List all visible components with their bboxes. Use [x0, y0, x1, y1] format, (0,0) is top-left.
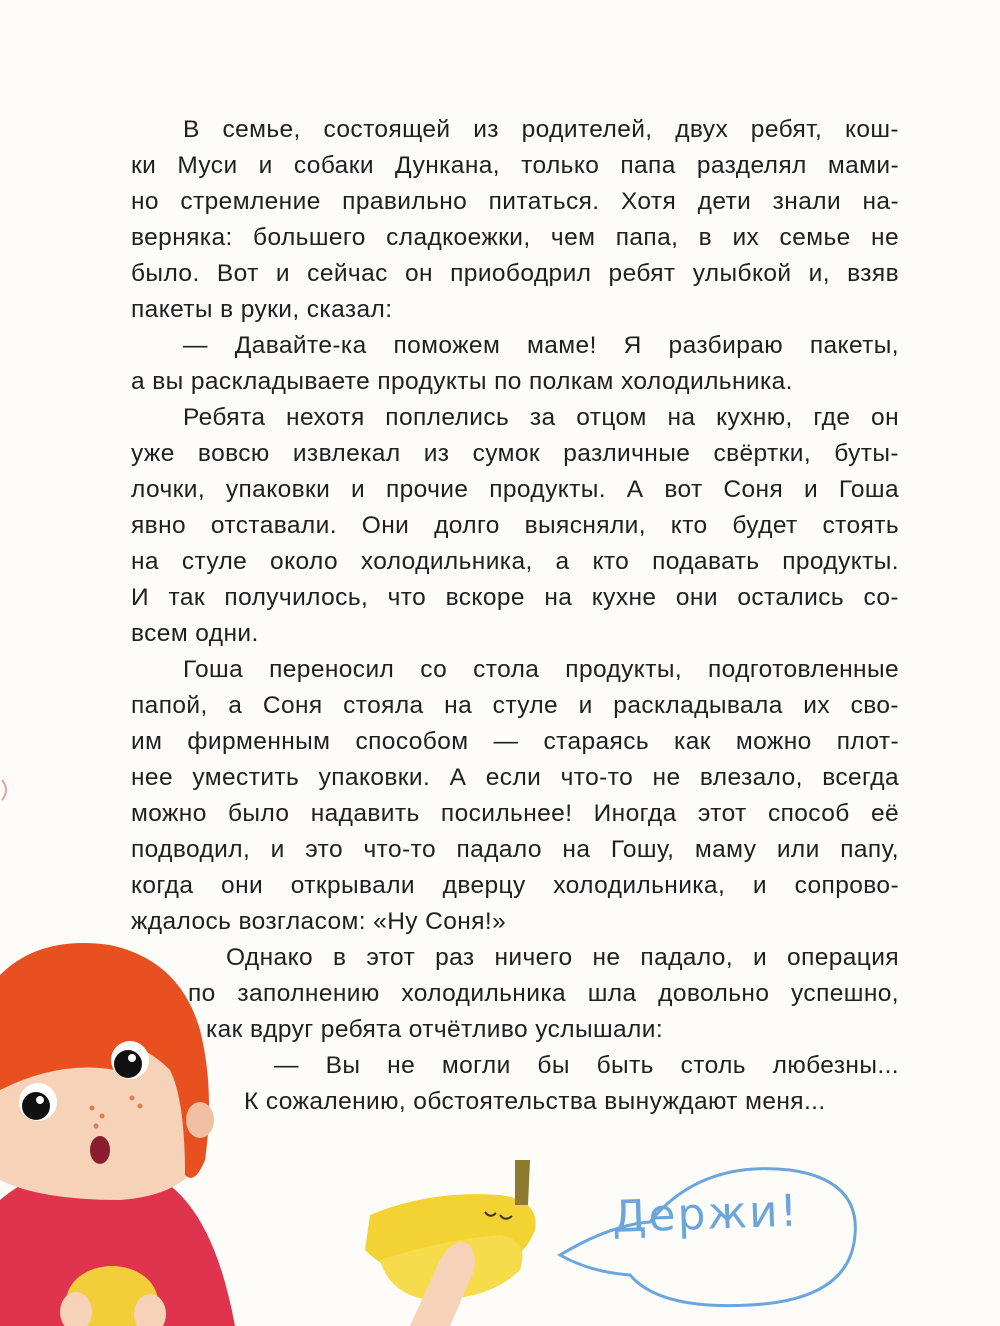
text-line: можно было надавить посильнее! Иногда этот способ её: [131, 800, 899, 827]
text-line: верняка: большего сладкоежки, чем папа, в их семье не: [131, 224, 899, 251]
text-line: уже вовсю извлекал из сумок различные свёртки, буты-: [131, 440, 899, 467]
text-line: явно отставали. Они долго выясняли, кто будет стоять: [131, 512, 899, 539]
text-line: лочки, упаковки и прочие продукты. А вот Соня и Гоша: [131, 476, 899, 503]
text-line: им фирменным способом — стараясь как можно плот-: [131, 728, 899, 755]
text-line: ки Муси и собаки Дункана, только папа разделял мами-: [131, 152, 899, 179]
text-line: Гоша переносил со стола продукты, подготовленные: [183, 656, 899, 683]
banana-illustration: [365, 1160, 536, 1326]
text-line: — Давайте-ка поможем маме! Я разбираю пакеты,: [183, 332, 899, 359]
text-line: Однако в этот раз ничего не падало, и операция: [226, 944, 899, 971]
text-line: по заполнению холодильника шла довольно успешно,: [188, 980, 899, 1007]
text-line: И так получилось, что вскоре на кухне они остались со-: [131, 584, 899, 611]
text-line: К сожалению, обстоятельства вынуждают меня...: [244, 1088, 826, 1115]
text-line: всем одни.: [131, 620, 259, 647]
text-line: а вы раскладываете продукты по полкам холодильника.: [131, 368, 793, 395]
text-line: пакеты в руки, сказал:: [131, 296, 393, 323]
text-line: Ребята нехотя поплелись за отцом на кухню, где он: [183, 404, 899, 431]
text-line: как вдруг ребята отчётливо услышали:: [206, 1016, 664, 1043]
text-line: было. Вот и сейчас он приободрил ребят улыбкой и, взяв: [131, 260, 899, 287]
story-text: [131, 112, 899, 1120]
text-line: ждалось возгласом: «Ну Соня!»: [131, 908, 507, 935]
text-line: папой, а Соня стояла на стуле и раскладывала их сво-: [131, 692, 899, 719]
text-line: В семье, состоящей из родителей, двух ребят, кош-: [183, 116, 899, 143]
speech-bubble-text: Держи!: [611, 1185, 801, 1243]
text-line: подводил, и это что-то падало на Гошу, маму или папу,: [131, 836, 899, 863]
text-line: когда они открывали дверцу холодильника, и сопрово-: [131, 872, 899, 899]
text-line: нее уместить упаковки. А если что-то не влезало, всегда: [131, 764, 899, 791]
text-line: на стуле около холодильника, а кто подавать продукты.: [131, 548, 899, 575]
text-line: но стремление правильно питаться. Хотя дети знали на-: [131, 188, 899, 215]
text-line: — Вы не могли бы быть столь любезны...: [274, 1052, 899, 1079]
